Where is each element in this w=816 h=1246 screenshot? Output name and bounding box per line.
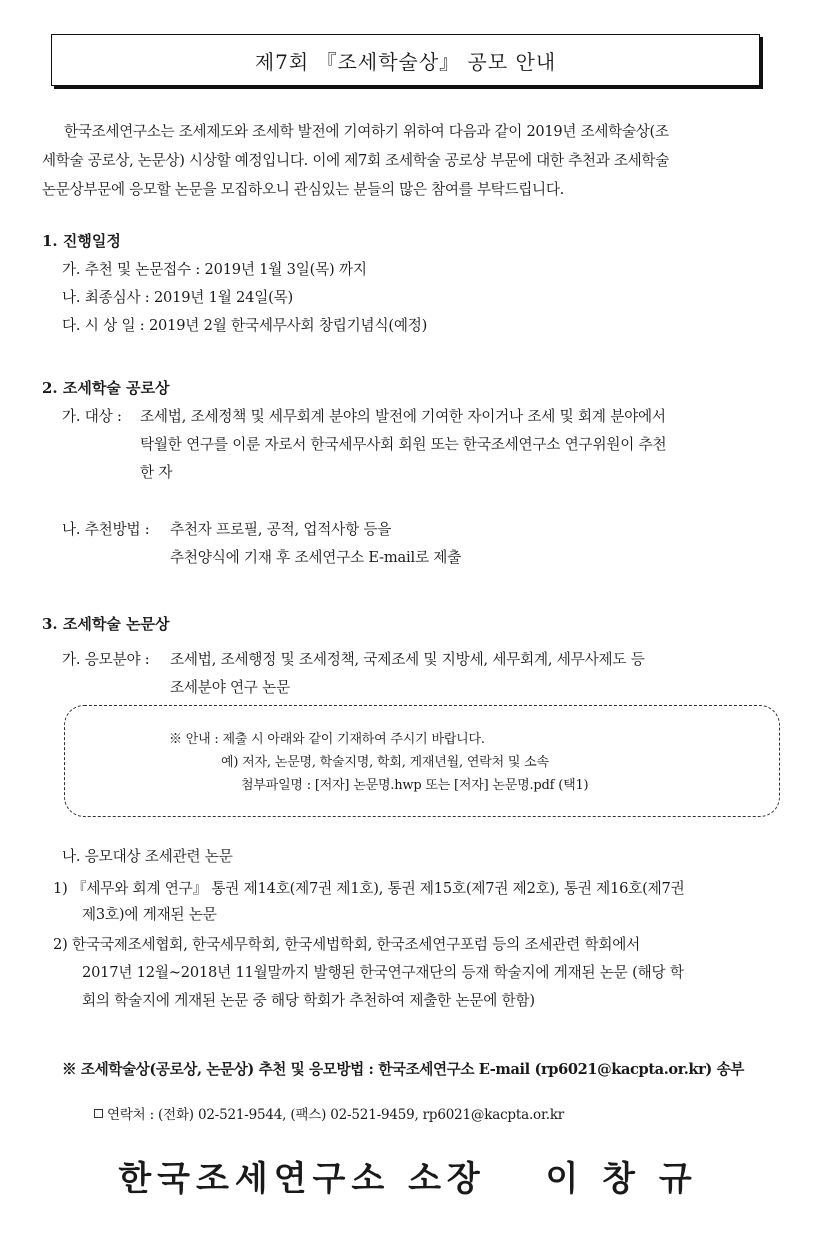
target-heading: 나. 응모대상 조세관련 논문 <box>62 848 233 865</box>
method-label: 나. 추천방법 : <box>62 521 150 538</box>
intro-line: 한국조세연구소는 조세제도와 조세학 발전에 기여하기 위하여 다음과 같이 2019년 조세학술상(조 <box>64 123 669 140</box>
contact-line <box>94 1103 564 1123</box>
signature-org: 한국조세연구소 소장 <box>118 1159 486 1199</box>
target-text: 한 자 <box>140 464 173 481</box>
target-item-2: 회의 학술지에 게재된 논문 중 해당 학회가 추천하여 제출한 논문에 한함) <box>82 992 535 1009</box>
schedule-item: 나. 최종심사 : 2019년 1월 24일(목) <box>62 289 294 306</box>
intro-line: 논문상부문에 응모할 논문을 모집하오니 관심있는 분들의 많은 참여를 부탁드립니다. <box>42 181 564 198</box>
target-text: 탁월한 연구를 이룬 자로서 한국세무사회 회원 또는 한국조세연구소 연구위원이 추천 <box>140 436 667 453</box>
signature-name: 이 창 규 <box>545 1159 698 1199</box>
signature <box>0 1151 816 1200</box>
intro-paragraph <box>42 117 782 204</box>
target-item-1: 1) 『세무와 회계 연구』 통권 제14호(제7권 제1호), 통권 제15호(제7권 제2호), 통권 제16호(제7권 <box>53 880 685 897</box>
target-text: 조세법, 조세정책 및 세무회계 분야의 발전에 기여한 자이거나 조세 및 회계 분야에서 <box>140 408 666 425</box>
notice-line: ※ 안내 : 제출 시 아래와 같이 기재하여 주시기 바랍니다. <box>169 732 485 747</box>
title-text: 제7회 『조세학술상』 공모 안내 <box>254 49 557 74</box>
method-text: 추천자 프로필, 공적, 업적사항 등을 <box>170 521 392 538</box>
method-text: 추천양식에 기재 후 조세연구소 E-mail로 제출 <box>170 549 462 566</box>
field-text: 조세법, 조세행정 및 조세정책, 국제조세 및 지방세, 세무회계, 세무사제도 등 <box>170 651 645 668</box>
intro-line: 세학술 공로상, 논문상) 시상할 예정입니다. 이에 제7회 조세학술 공로상 부문에 대한 추천과 조세학술 <box>42 152 670 169</box>
contact-text: 연락처 : (전화) 02-521-9544, (팩스) 02-521-9459, rp6021@kacpta.or.kr <box>107 1107 565 1123</box>
square-bullet-icon <box>94 1109 103 1118</box>
submission-method: ※ 조세학술상(공로상, 논문상) 추천 및 응모방법 : 한국조세연구소 E-mail (rp6021@kacpta.or.kr) 송부 <box>62 1061 744 1078</box>
target-label: 가. 대상 : <box>62 408 122 425</box>
schedule-item: 다. 시 상 일 : 2019년 2월 한국세무사회 창립기념식(예정) <box>62 317 428 334</box>
target-item-2: 2017년 12월~2018년 11월말까지 발행된 한국연구재단의 등재 학술지에 게재된 논문 (해당 학 <box>82 964 684 981</box>
target-item-2: 2) 한국국제조세협회, 한국세무학회, 한국세법학회, 한국조세연구포럼 등의 조세관련 학회에서 <box>53 936 641 953</box>
section-1-heading: 1. 진행일정 <box>42 232 121 250</box>
page-title <box>51 34 760 86</box>
notice-box <box>64 705 780 817</box>
target-item-1: 제3호)에 게재된 논문 <box>82 906 217 923</box>
field-text: 조세분야 연구 논문 <box>170 679 291 696</box>
field-label: 가. 응모분야 : <box>62 651 150 668</box>
section-3-heading: 3. 조세학술 논문상 <box>42 615 170 633</box>
notice-line: 첨부파일명 : [저자] 논문명.hwp 또는 [저자] 논문명.pdf (택1) <box>241 778 589 793</box>
notice-line: 예) 저자, 논문명, 학술지명, 학회, 게재년월, 연락처 및 소속 <box>221 755 549 770</box>
section-2-heading: 2. 조세학술 공로상 <box>42 379 170 397</box>
schedule-item: 가. 추천 및 논문접수 : 2019년 1월 3일(목) 까지 <box>62 261 367 278</box>
